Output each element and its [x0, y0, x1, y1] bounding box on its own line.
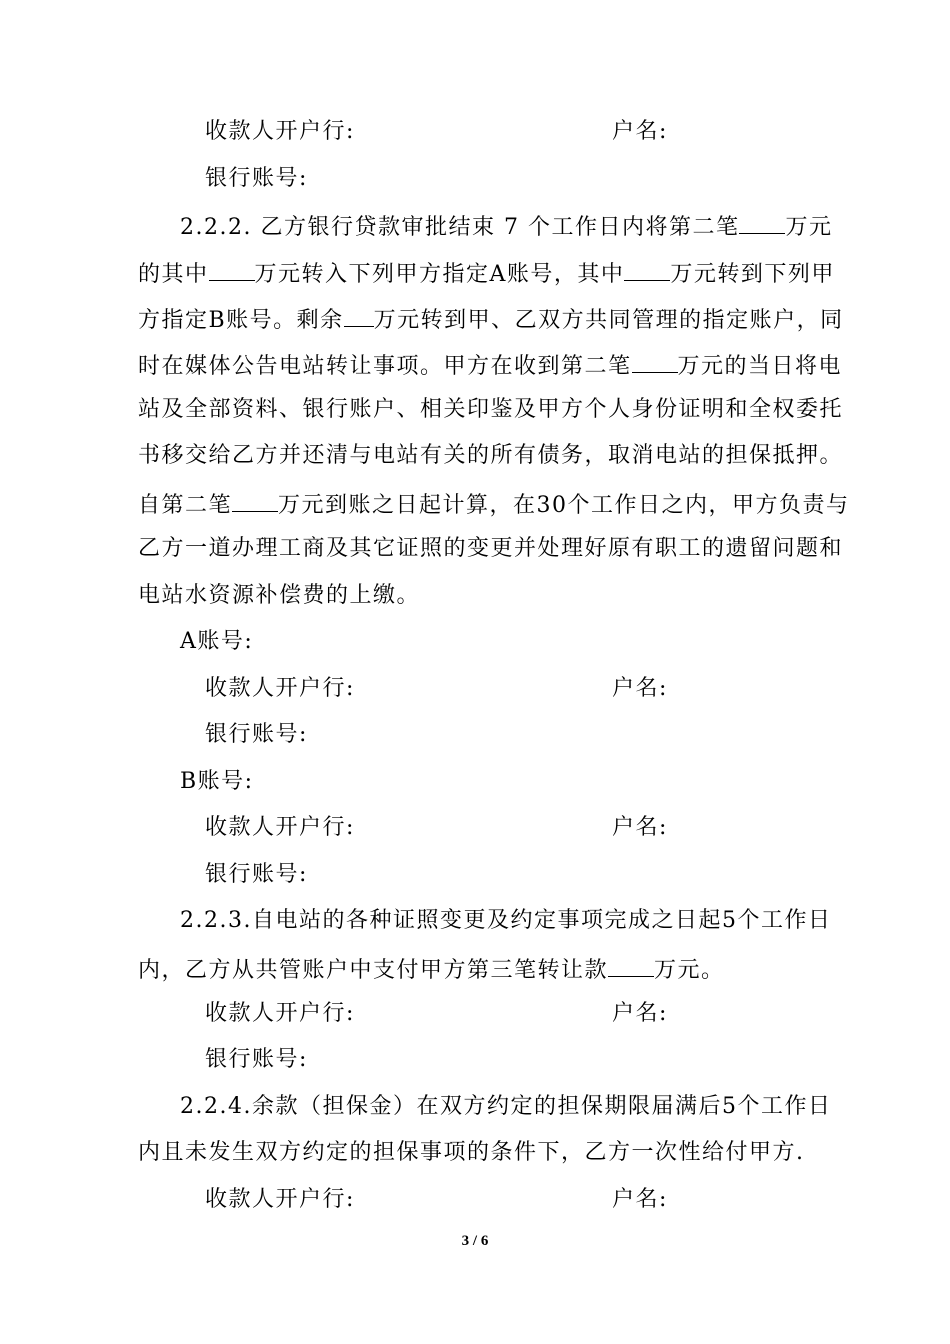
text-run: 时在媒体公告电站转让事项。甲方在收到第二笔 [138, 354, 632, 379]
fill-blank[interactable] [232, 489, 278, 512]
payee-bank-label: 收款人开户行: [205, 676, 355, 701]
bank-account-label: 银行账号: [205, 722, 308, 747]
paragraph-2-2-2-line [138, 350, 842, 381]
paragraph-2-2-4-line: 2.2.4.余款（担保金）在双方约定的担保期限届满后5个工作日 [180, 1094, 832, 1119]
text-run: 2.2.2. 乙方银行贷款审批结束 7 个工作日内将第二笔 [180, 215, 740, 240]
text-run: 万元。 [654, 958, 725, 983]
account-name-label: 户名: [612, 1187, 668, 1212]
b-account-label: B账号: [180, 769, 254, 794]
text-run: 的其中 [138, 262, 209, 287]
paragraph-2-2-2-line: 电站水资源补偿费的上缴。 [138, 583, 421, 608]
fill-blank[interactable] [209, 258, 255, 281]
fill-blank[interactable] [632, 350, 678, 373]
paragraph-2-2-2-line [180, 211, 832, 242]
payee-bank-label: 收款人开户行: [205, 1001, 355, 1026]
fill-blank[interactable] [624, 258, 670, 281]
paragraph-2-2-2-line [138, 258, 835, 289]
fill-blank[interactable] [739, 211, 785, 234]
account-name-label: 户名: [612, 676, 668, 701]
paragraph-2-2-2-line: 乙方一道办理工商及其它证照的变更并处理好原有职工的遗留问题和 [138, 536, 844, 561]
a-account-label: A账号: [180, 629, 254, 654]
paragraph-2-2-2-line [138, 304, 844, 335]
bank-account-label: 银行账号: [205, 862, 308, 887]
text-run: 万元转到甲、乙双方共同管理的指定账户，同 [373, 308, 844, 333]
fill-blank[interactable] [608, 954, 654, 977]
account-name-label: 户名: [612, 815, 668, 840]
text-run: 方指定B账号。剩余 [138, 308, 344, 333]
paragraph-2-2-3-line: 2.2.3.自电站的各种证照变更及约定事项完成之日起5个工作日 [180, 908, 832, 933]
paragraph-2-2-2-line [138, 489, 850, 520]
paragraph-2-2-2-line: 站及全部资料、银行账户、相关印鉴及甲方个人身份证明和全权委托 [138, 397, 844, 422]
text-run: 万元转到下列甲 [670, 262, 835, 287]
bank-account-label: 银行账号: [205, 1047, 308, 1072]
account-name-label: 户名: [612, 119, 668, 144]
text-run: 万元的当日将电 [677, 354, 843, 379]
text-run: 万元 [785, 215, 833, 240]
text-run: 内，乙方从共管账户中支付甲方第三笔转让款 [138, 958, 609, 983]
text-run: 自第二笔 [138, 493, 233, 518]
page-number: 3 / 6 [461, 1233, 489, 1249]
text-run: 万元转入下列甲方指定A账号，其中 [254, 262, 625, 287]
payee-bank-label: 收款人开户行: [205, 815, 355, 840]
payee-bank-label: 收款人开户行: [205, 1187, 355, 1212]
paragraph-2-2-3-line [138, 954, 725, 985]
paragraph-2-2-2-line: 书移交给乙方并还清与电站有关的所有债务，取消电站的担保抵押。 [138, 443, 844, 468]
bank-account-label: 银行账号: [205, 166, 308, 191]
fill-blank[interactable] [344, 304, 374, 327]
account-name-label: 户名: [612, 1001, 668, 1026]
paragraph-2-2-4-line: 内且未发生双方约定的担保事项的条件下，乙方一次性给付甲方. [138, 1140, 805, 1165]
payee-bank-label: 收款人开户行: [205, 119, 355, 144]
text-run: 万元到账之日起计算，在30个工作日之内，甲方负责与 [278, 493, 850, 518]
